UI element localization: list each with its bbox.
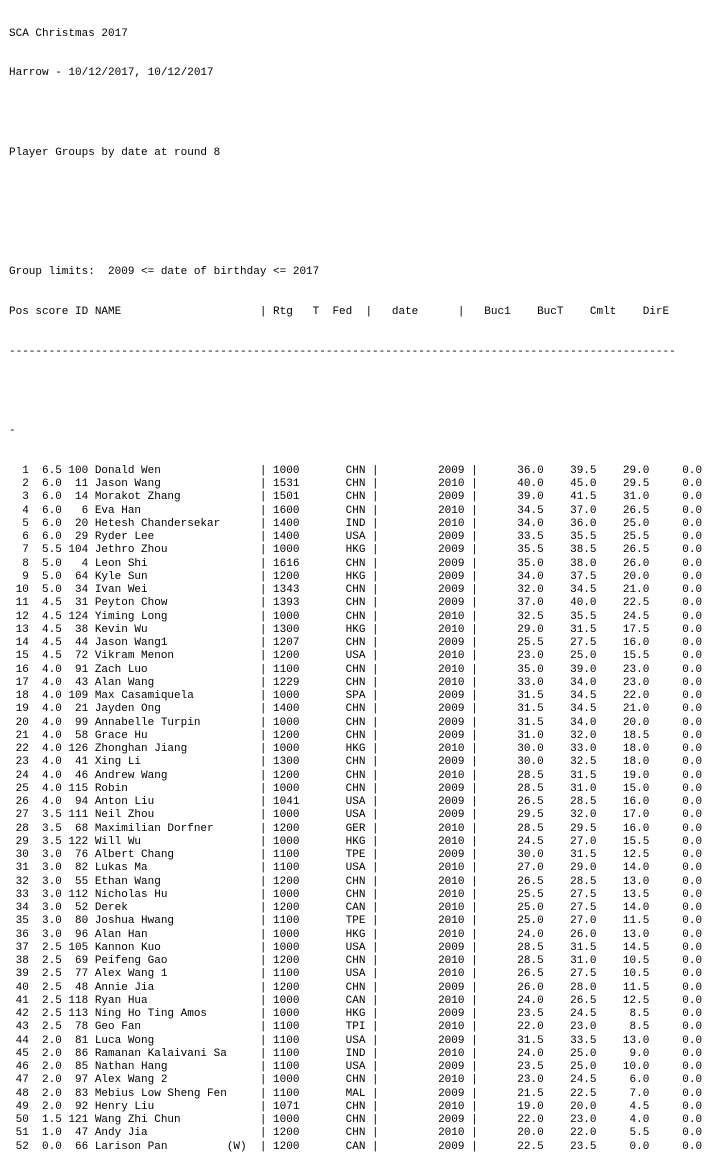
table-row: 18 4.0 109 Max Casamiquela | 1000 SPA | 2009 | 31.5 34.5 22.0 0.0 xyxy=(9,690,703,702)
table-row: 14 4.5 44 Jason Wang1 | 1207 CHN | 2009 | 25.5 27.5 16.0 0.0 xyxy=(9,637,703,649)
table-row: 33 3.0 112 Nicholas Hu | 1000 CHN | 2010 | 25.5 27.5 13.5 0.0 xyxy=(9,888,703,901)
table-row: 5 6.0 20 Hetesh Chandersekar | 1400 IND | 2010 | 34.0 36.0 25.0 0.0 xyxy=(9,517,703,530)
table-row: 45 2.0 86 Ramanan Kalaivani Sa | 1100 IND | 2010 | 24.0 25.0 9.0 0.0 xyxy=(9,1047,703,1060)
table-row: 21 4.0 58 Grace Hu | 1200 CHN | 2009 | 31.0 32.0 18.5 0.0 xyxy=(9,729,703,742)
table-row: 52 0.0 66 Larison Pan (W) | 1200 CAN | 2009 | 22.5 23.5 0.0 0.0 xyxy=(9,1140,703,1153)
table-row: 27 3.5 111 Neil Zhou | 1000 USA | 2009 | 29.5 32.0 17.0 0.0 xyxy=(9,809,703,822)
table-row: 15 4.5 72 Vikram Menon | 1200 USA | 2010 | 23.0 25.0 15.5 0.0 xyxy=(9,650,703,663)
group-limits-line: Group limits: 2009 <= date of birthday <= 2017 xyxy=(9,266,320,278)
table-row: 23 4.0 41 Xing Li | 1300 CHN | 2009 | 30.0 32.5 18.0 0.0 xyxy=(9,756,703,769)
table-row: 19 4.0 21 Jayden Ong | 1400 CHN | 2009 | 31.5 34.5 21.0 0.0 xyxy=(9,703,703,716)
table-row: 24 4.0 46 Andrew Wang | 1200 CHN | 2010 | 28.5 31.5 19.0 0.0 xyxy=(9,769,703,782)
table-row: 16 4.0 91 Zach Luo | 1100 CHN | 2010 | 35.0 39.0 23.0 0.0 xyxy=(9,663,703,676)
table-row: 46 2.0 85 Nathan Hang | 1100 USA | 2009 | 23.5 25.0 10.0 0.0 xyxy=(9,1061,703,1073)
table-row: 43 2.5 78 Geo Fan | 1100 TPI | 2010 | 22.0 23.0 8.5 0.0 xyxy=(9,1021,703,1034)
table-row: 30 3.0 76 Albert Chang | 1100 TPE | 2009 | 30.0 31.5 12.5 0.0 xyxy=(9,849,703,861)
spacer xyxy=(9,107,706,120)
table-row: 51 1.0 47 Andy Jia | 1200 CHN | 2010 | 20.0 22.0 5.5 0.0 xyxy=(9,1127,703,1140)
table-row: 44 2.0 81 Luca Wong | 1100 USA | 2009 | 31.5 33.5 13.0 0.0 xyxy=(9,1034,703,1047)
table-row: 50 1.5 121 Wang Zhi Chun | 1000 CHN | 2009 | 22.0 23.0 4.0 0.0 xyxy=(9,1114,703,1126)
table-row: 22 4.0 126 Zhonghan Jiang | 1000 HKG | 2010 | 30.0 33.0 18.0 0.0 xyxy=(9,743,703,755)
spacer xyxy=(9,226,706,239)
table-row: 31 3.0 82 Lukas Ma | 1100 USA | 2010 | 27.0 29.0 14.0 0.0 xyxy=(9,862,703,875)
table-row: 25 4.0 115 Robin | 1000 CHN | 2009 | 28.5 31.0 15.0 0.0 xyxy=(9,782,703,795)
venue-date-line: Harrow - 10/12/2017, 10/12/2017 xyxy=(9,67,214,80)
table-row: 35 3.0 80 Joshua Hwang | 1100 TPE | 2010 | 25.0 27.0 11.5 0.0 xyxy=(9,915,703,928)
table-row: 39 2.5 77 Alex Wang 1 | 1100 USA | 2010 | 26.5 27.5 10.5 0.0 xyxy=(9,968,703,981)
table-row: 28 3.5 68 Maximilian Dorfner | 1200 GER | 2010 | 28.5 29.5 16.0 0.0 xyxy=(9,822,703,835)
table-row: 49 2.0 92 Henry Liu | 1071 CHN | 2010 | 19.0 20.0 4.5 0.0 xyxy=(9,1100,703,1113)
table-dash: - xyxy=(9,425,16,437)
table-row: 3 6.0 14 Morakot Zhang | 1501 CHN | 2009 | 39.0 41.5 31.0 0.0 xyxy=(9,491,703,504)
spacer xyxy=(9,385,706,398)
table-row: 4 6.0 6 Eva Han | 1600 CHN | 2010 | 34.5 37.0 26.5 0.0 xyxy=(9,504,703,517)
table-row: 29 3.5 122 Will Wu | 1000 HKG | 2010 | 24.5 27.0 15.5 0.0 xyxy=(9,835,703,848)
table-row: 7 5.5 104 Jethro Zhou | 1000 HKG | 2009 | 35.5 38.5 26.5 0.0 xyxy=(9,544,703,557)
table-row: 17 4.0 43 Alan Wang | 1229 CHN | 2010 | 33.0 34.0 23.0 0.0 xyxy=(9,676,703,689)
tournament-title: SCA Christmas 2017 xyxy=(9,27,128,40)
table-header: Pos score ID NAME | Rtg T Fed | date | Buc1 BucT Cmlt DirE xyxy=(9,305,670,318)
table-row: 38 2.5 69 Peifeng Gao | 1200 CHN | 2010 | 28.5 31.0 10.5 0.0 xyxy=(9,955,703,967)
table-row: 1 6.5 100 Donald Wen | 1000 CHN | 2009 | 36.0 39.5 29.0 0.0 xyxy=(9,464,703,477)
table-row: 20 4.0 99 Annabelle Turpin | 1000 CHN | 2009 | 31.5 34.0 20.0 0.0 xyxy=(9,716,703,729)
table-row: 26 4.0 94 Anton Liu | 1041 USA | 2009 | 26.5 28.5 16.0 0.0 xyxy=(9,796,703,808)
table-row: 41 2.5 118 Ryan Hua | 1000 CAN | 2010 | 24.0 26.5 12.5 0.0 xyxy=(9,994,703,1007)
table-row: 34 3.0 52 Derek | 1200 CAN | 2010 | 25.0 27.5 14.0 0.0 xyxy=(9,902,703,914)
table-row: 48 2.0 83 Mebius Low Sheng Fen | 1100 MAL | 2009 | 21.5 22.5 7.0 0.0 xyxy=(9,1087,703,1100)
table-row: 6 6.0 29 Ryder Lee | 1400 USA | 2009 | 33.5 35.5 25.5 0.0 xyxy=(9,531,703,543)
table-row: 36 3.0 96 Alan Han | 1000 HKG | 2010 | 24.0 26.0 13.0 0.0 xyxy=(9,928,703,941)
table-row: 2 6.0 11 Jason Wang | 1531 CHN | 2010 | 40.0 45.0 29.5 0.0 xyxy=(9,478,703,490)
spacer xyxy=(9,187,706,200)
table-row: 11 4.5 31 Peyton Chow | 1393 CHN | 2009 | 37.0 40.0 22.5 0.0 xyxy=(9,597,703,610)
report-subtitle: Player Groups by date at round 8 xyxy=(9,146,221,159)
table-row: 42 2.5 113 Ning Ho Ting Amos | 1000 HKG | 2009 | 23.5 24.5 8.5 0.0 xyxy=(9,1008,703,1020)
standings-rows xyxy=(9,464,706,1153)
table-row: 12 4.5 124 Yiming Long | 1000 CHN | 2010 | 32.5 35.5 24.5 0.0 xyxy=(9,610,703,623)
table-row: 37 2.5 105 Kannon Kuo | 1000 USA | 2009 | 28.5 31.5 14.5 0.0 xyxy=(9,941,703,954)
table-rule: ----------------------------------------------------------------------------------------------------- xyxy=(9,345,676,358)
table-row: 13 4.5 38 Kevin Wu | 1300 HKG | 2010 | 29.0 31.5 17.5 0.0 xyxy=(9,623,703,636)
table-row: 8 5.0 4 Leon Shi | 1616 CHN | 2009 | 35.0 38.0 26.0 0.0 xyxy=(9,557,703,570)
table-row: 9 5.0 64 Kyle Sun | 1200 HKG | 2009 | 34.0 37.5 20.0 0.0 xyxy=(9,570,703,583)
table-row: 10 5.0 34 Ivan Wei | 1343 CHN | 2009 | 32.0 34.5 21.0 0.0 xyxy=(9,584,703,596)
table-row: 47 2.0 97 Alex Wang 2 | 1000 CHN | 2010 | 23.0 24.5 6.0 0.0 xyxy=(9,1074,703,1087)
table-row: 32 3.0 55 Ethan Wang | 1200 CHN | 2010 | 26.5 28.5 13.0 0.0 xyxy=(9,875,703,888)
table-row: 40 2.5 48 Annie Jia | 1200 CHN | 2009 | 26.0 28.0 11.5 0.0 xyxy=(9,981,703,994)
